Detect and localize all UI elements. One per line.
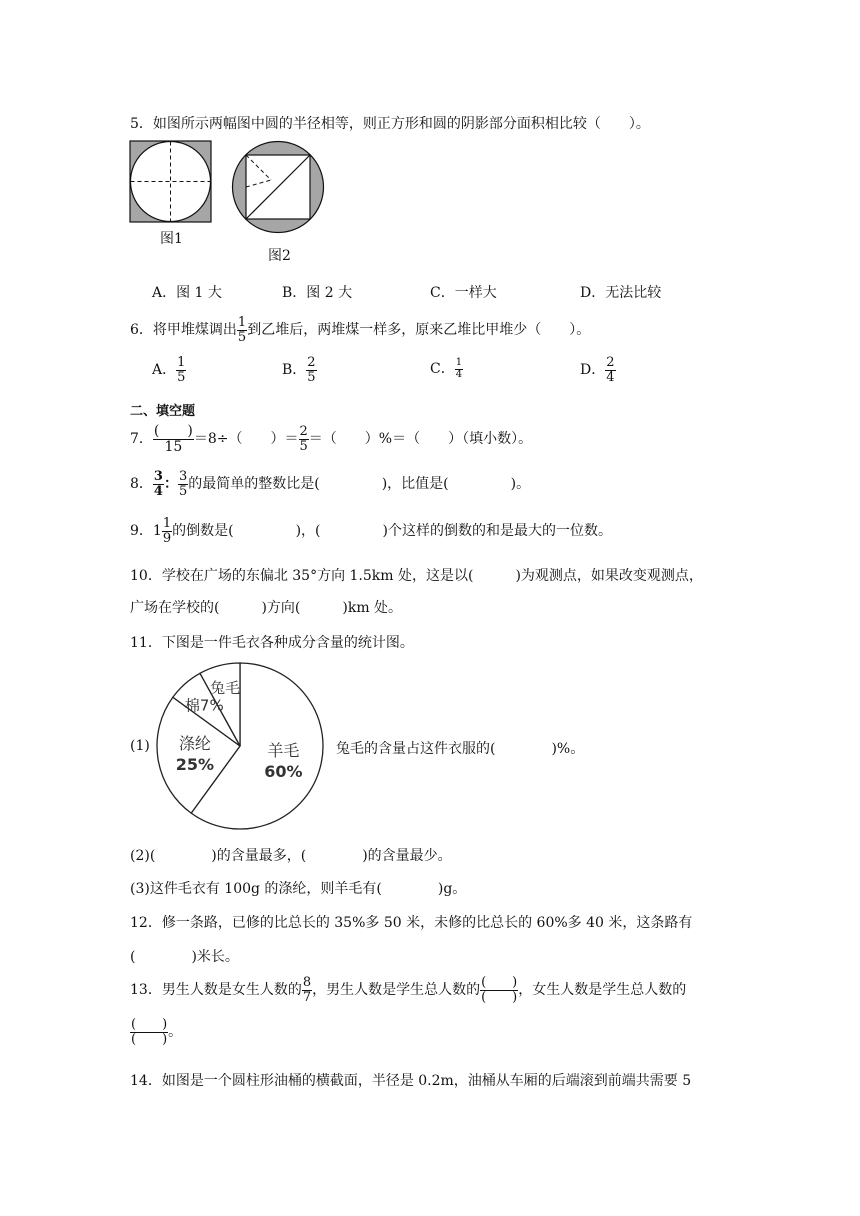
q9-num: 1 [162, 516, 172, 531]
q6-d-num: 2 [606, 355, 615, 370]
q6-frac-den: 5 [237, 329, 247, 345]
q8-frac-b [178, 470, 188, 498]
q6-frac-num: 1 [237, 315, 247, 330]
q8-a-den: 4 [153, 483, 163, 499]
pie-label-3: 兔毛 [210, 679, 241, 698]
q6-b-den: 5 [307, 369, 316, 385]
q6-d-den: 4 [606, 369, 615, 385]
q7-suffix: ＝（ ）%＝（ ）（填小数）。 [308, 431, 533, 448]
q9-den: 9 [162, 530, 172, 546]
q5-option-a[interactable]: A．图 1 大 [152, 285, 222, 301]
q14-text: 14．如图是一个圆柱形油桶的横截面，半径是 0.2m，油桶从车厢的后端滚到前端共需要 5 [130, 1073, 692, 1089]
pie-label-1: 涤纶 [178, 734, 211, 754]
q13-suffix: ，女生人数是学生总人数的 [518, 982, 687, 999]
q5-figure-2 [231, 140, 325, 234]
q6-c-num: 1 [455, 357, 463, 368]
q13-end: 。 [168, 1024, 183, 1041]
q6-option-c[interactable] [430, 358, 463, 380]
q7-frac1-num[interactable]: ( ) [153, 423, 193, 439]
q9-text1: 的倒数是( [172, 523, 234, 540]
q13-blank1-num[interactable]: ( ) [481, 975, 518, 990]
q8-b-den: 5 [178, 483, 188, 499]
q13-num: 8 [302, 975, 312, 990]
q10-line1: 10．学校在广场的东偏北 35°方向 1.5km 处，这是以( )为观测点，如果改变观测点， [130, 568, 703, 584]
q9-text2: )，( [295, 523, 321, 540]
q11-title: 11．下图是一件毛衣各种成分含量的统计图。 [130, 635, 414, 651]
q5-fig1-label: 图1 [160, 231, 183, 247]
q11-sub1-prefix: (1) [130, 738, 150, 754]
q11-sub2: (2)( )的含量最多，( )的含量最少。 [130, 848, 452, 864]
q5-fig2-label: 图2 [268, 248, 291, 264]
q7-label: 7． [130, 431, 153, 448]
q6-b-num: 2 [307, 355, 316, 370]
q8-a-num: 3 [153, 469, 163, 484]
q6-option-d-frac [605, 356, 615, 384]
q6-option-b-label: B． [282, 362, 307, 379]
q6-option-d-label: D． [580, 362, 606, 379]
q7-frac2 [299, 425, 309, 453]
q10-line2: 广场在学校的( )方向( )km 处。 [130, 600, 403, 616]
q13-prefix: 13．男生人数是女生人数的 [130, 982, 302, 999]
q6-option-a-frac [176, 356, 186, 384]
q11-sub3: (3)这件毛衣有 100g 的涤纶，则羊毛有( )g。 [130, 881, 467, 897]
q9-label: 9．1 [130, 523, 162, 540]
q7-frac2-num: 2 [299, 424, 308, 440]
q7-frac1 [153, 424, 194, 454]
q8-text3: )。 [510, 476, 531, 493]
q13-mid: ，男生人数是学生总人数的 [312, 982, 481, 999]
q11-sub1-text: 兔毛的含量占这件衣服的( )%。 [336, 741, 585, 757]
q8-text2: )，比值是( [381, 476, 449, 493]
pie-chart [151, 662, 331, 832]
q9-text3: )个这样的倒数的和是最大的一位数。 [382, 523, 612, 540]
q8 [130, 470, 530, 498]
q13-blank2-num[interactable]: ( ) [131, 1017, 168, 1032]
pie-label-2: 棉7% [184, 696, 224, 715]
q6-c-den: 4 [455, 368, 463, 380]
q7-frac2-den: 5 [299, 438, 308, 454]
pie-label-0: 羊毛 [267, 741, 300, 761]
q6-option-d[interactable] [580, 356, 616, 384]
pie-value-label-0: 60% [264, 762, 303, 782]
q5-option-d[interactable]: D．无法比较 [580, 285, 662, 301]
q8-text1: 的最简单的整数比是( [188, 476, 320, 493]
q6-stem [130, 316, 590, 344]
q13-frac [302, 976, 312, 1004]
q5-option-b[interactable]: B．图 2 大 [282, 285, 353, 301]
q6-option-c-frac [455, 358, 463, 380]
fig1-circle [131, 142, 211, 222]
q9-frac [162, 517, 172, 545]
q8-b-num: 3 [178, 469, 188, 484]
q7 [130, 424, 532, 454]
q8-colon: ： [163, 476, 178, 493]
q9 [130, 517, 612, 545]
q6-prefix: 6．将甲堆煤调出 [130, 322, 237, 339]
q6-fraction [237, 316, 247, 344]
q13-line2 [130, 1018, 182, 1046]
section-heading: 二、填空题 [130, 404, 196, 419]
q6-option-a-label: A． [152, 362, 177, 379]
q6-option-a[interactable] [152, 356, 186, 384]
q13-blank-frac-1[interactable] [480, 976, 518, 1004]
q5-figure-1 [129, 140, 213, 224]
q6-option-c-label: C． [430, 361, 455, 377]
q5-text: 5．如图所示两幅图中圆的半径相等，则正方形和圆的阴影部分面积相比较（ ）。 [130, 116, 650, 132]
q7-mid: ＝8÷（ ）＝ [193, 431, 299, 448]
q8-frac-a [153, 470, 164, 498]
q13-blank1-den[interactable]: ( ) [481, 989, 518, 1005]
q6-a-num: 1 [177, 355, 186, 370]
q13-blank2-den[interactable]: ( ) [131, 1031, 168, 1047]
q6-a-den: 5 [177, 369, 186, 385]
q13-blank-frac-2[interactable] [130, 1018, 168, 1046]
q5-option-c[interactable]: C．一样大 [430, 285, 497, 301]
q6-option-b-frac [306, 356, 316, 384]
q12-line1: 12．修一条路，已修的比总长的 35%多 50 米，未修的比总长的 60%多 40 米，这条路有 [130, 915, 693, 931]
q6-option-b[interactable] [282, 356, 317, 384]
q12-line2: ( )米长。 [130, 949, 239, 965]
q8-label: 8． [130, 476, 153, 493]
q13-line1 [130, 976, 686, 1004]
q6-suffix: 到乙堆后，两堆煤一样多，原来乙堆比甲堆少（ ）。 [247, 322, 591, 339]
q13-den: 7 [302, 989, 312, 1005]
pie-value-label-1: 25% [175, 755, 215, 775]
q7-frac1-den: 15 [164, 438, 183, 455]
